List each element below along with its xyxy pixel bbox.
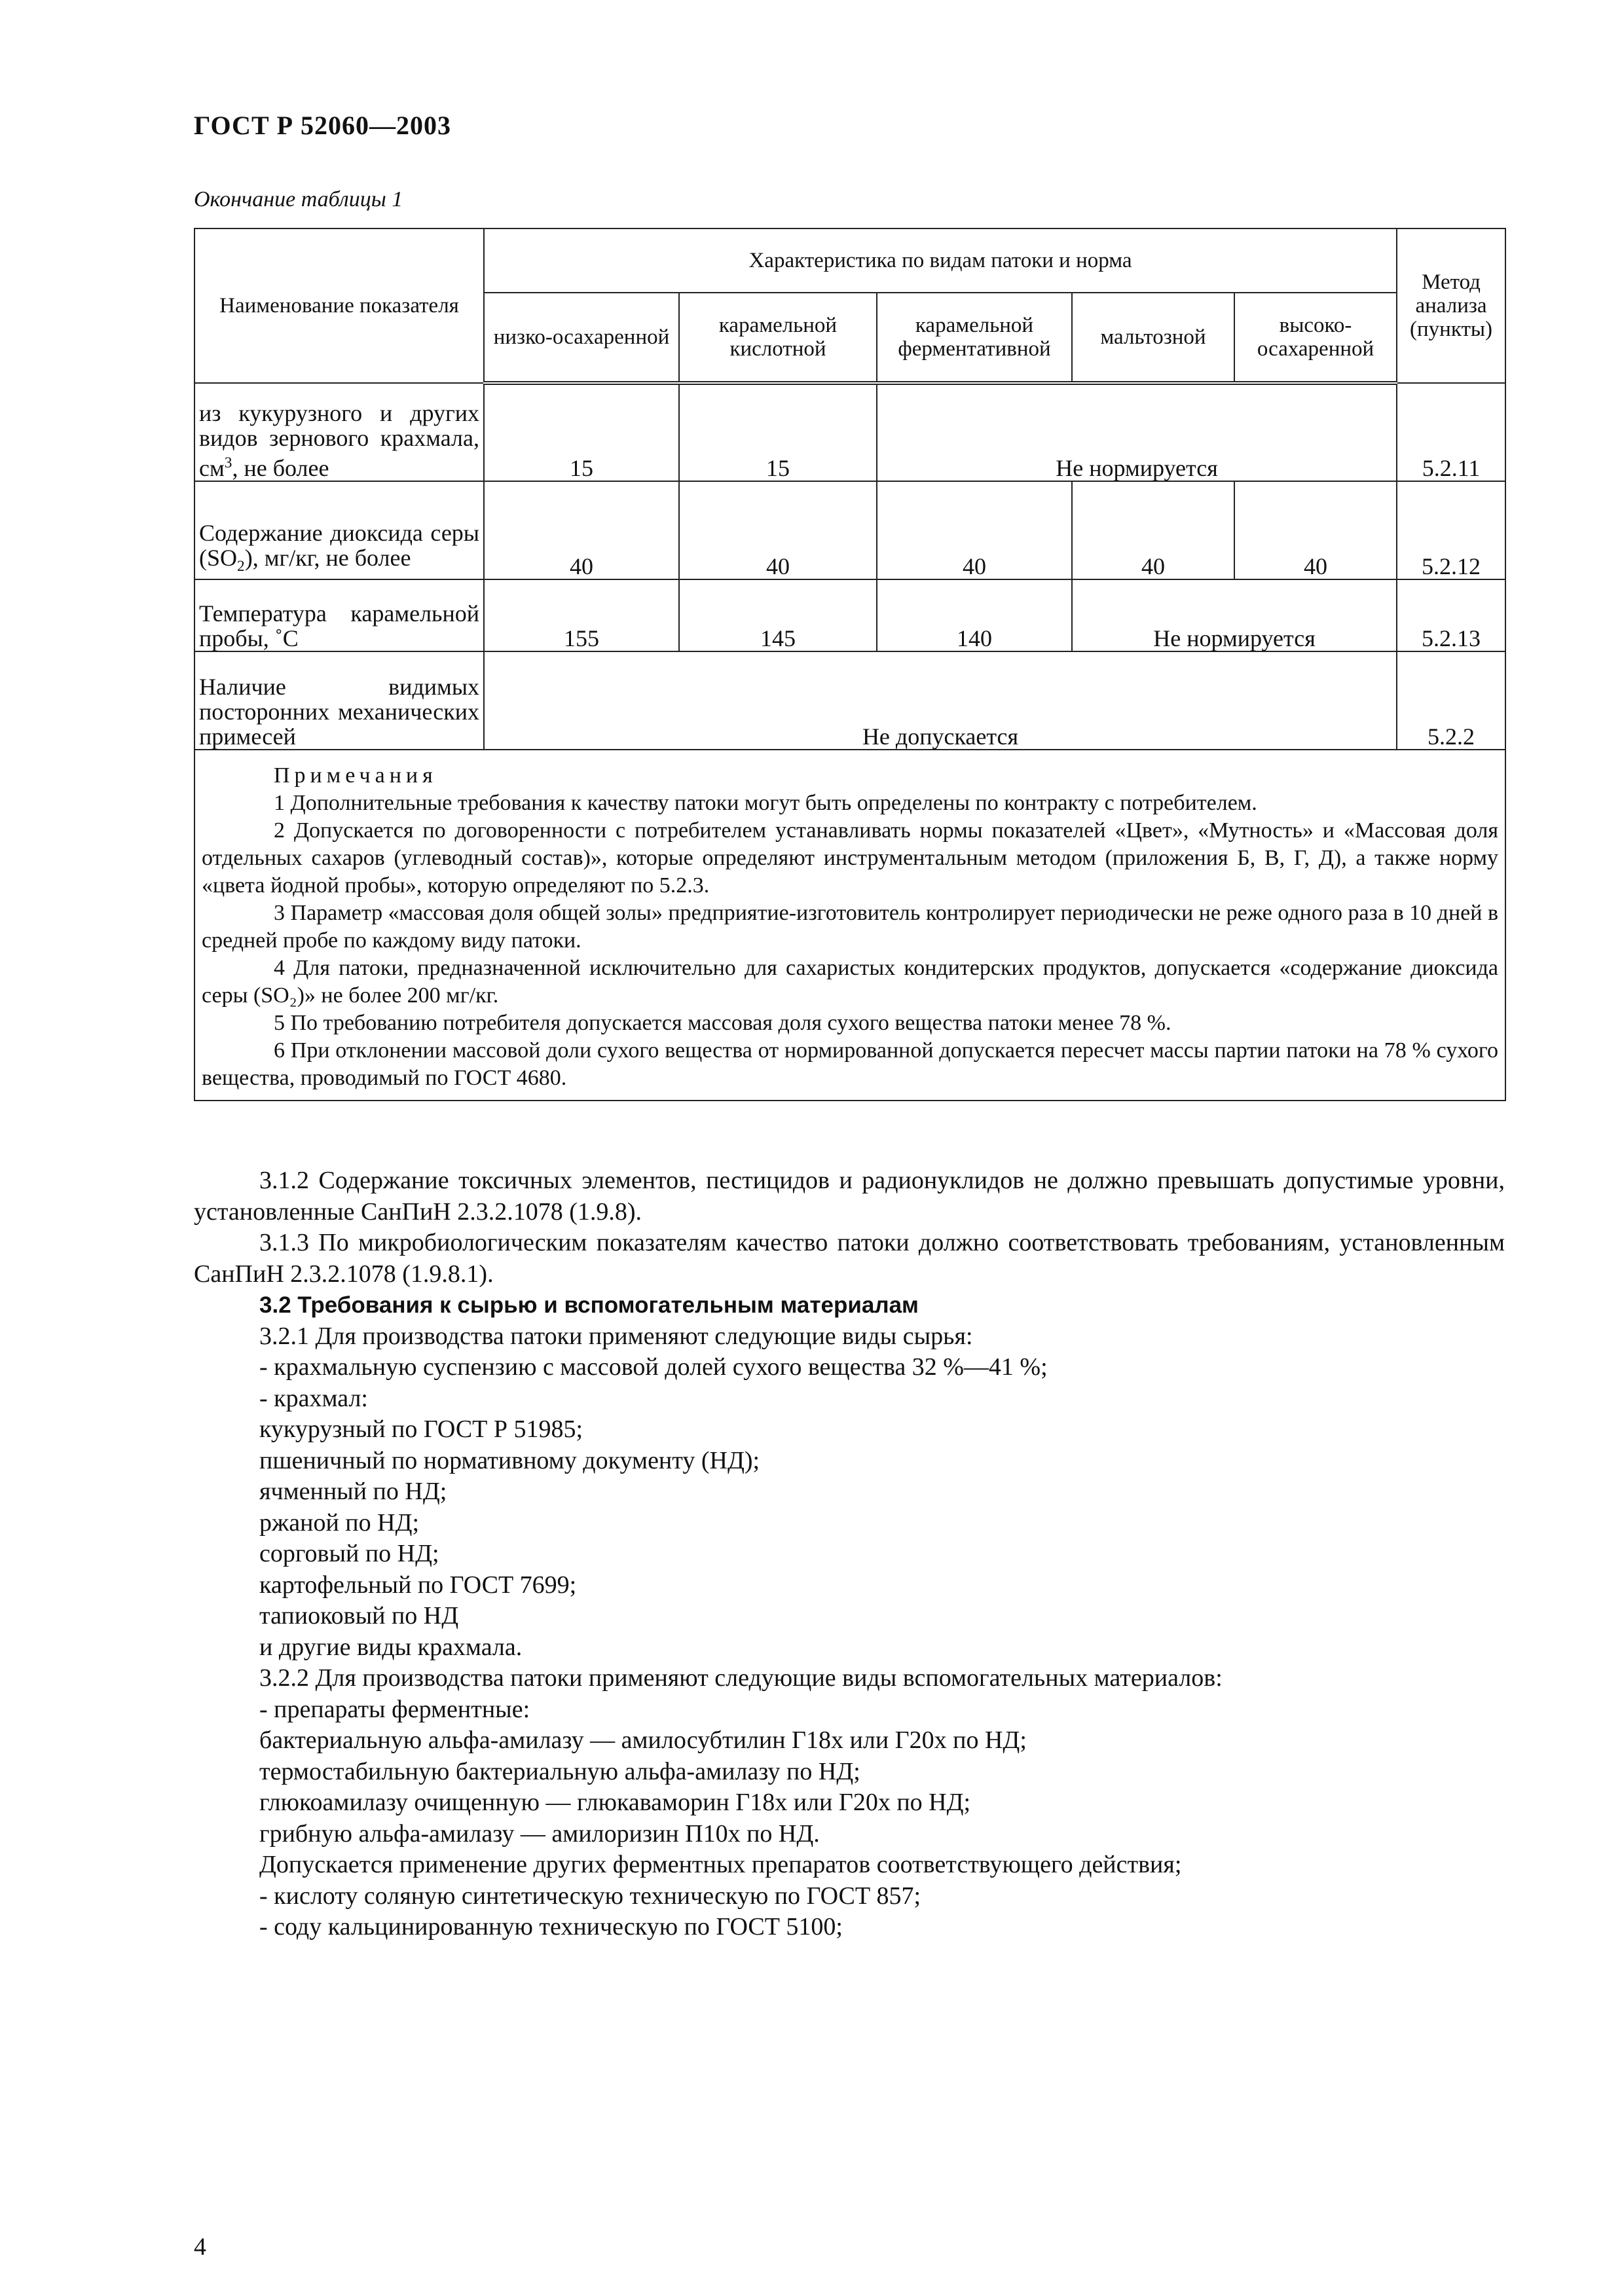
notes-title: Примечания	[274, 763, 437, 788]
note-item: 5 По требованию потребителя допускается массовая доля сухого вещества патоки менее 78 %.	[274, 1011, 1171, 1035]
list-item: - крахмальную суспензию с массовой долей сухого вещества 32 %—41 %;	[259, 1353, 1048, 1381]
row-name: Содержание диоксида серы $(SO_2)$, мг/кг, не более	[194, 481, 484, 579]
column-header-low-saccharified: низко-осахаренной	[484, 293, 679, 383]
notes-block	[194, 750, 1505, 1101]
cell-value: 40	[1234, 481, 1397, 579]
cell-value: 15	[484, 383, 679, 481]
requirements-list	[194, 1321, 1505, 1943]
note-item: 2 Допускается по договоренности с потребителем устанавливать нормы показателей «Цвет», «Мутность» и «Массовая доля отдельных сахаров (углеводный состав)», которые определяют инструментальным методом (приложения Б, В, Г, Д), а также норму «цвета йодной пробы», которую определяют по 5.2.3.	[202, 818, 1499, 898]
notes-row	[194, 750, 1505, 1101]
list-item: - кислоту соляную синтетическую техническую по ГОСТ 857;	[259, 1882, 921, 1910]
list-item: и другие виды крахмала.	[259, 1633, 523, 1661]
column-header-caramel-enzymatic: карамельной ферментативной	[877, 293, 1072, 383]
list-item: кукурузный по ГОСТ Р 51985;	[259, 1415, 583, 1443]
list-item: ржаной по НД;	[259, 1508, 420, 1537]
cell-value: 40	[679, 481, 877, 579]
cell-method: 5.2.11	[1397, 383, 1505, 481]
list-item: - крахмал:	[259, 1384, 368, 1412]
note-item: 3 Параметр «массовая доля общей золы» предприятие-изготовитель контролирует периодически не реже одного раза в 10 дней в средней пробе по каждому виду патоки.	[202, 901, 1499, 953]
row-name: из кукурузного и других видов зернового крахмала, $см^3$, не более	[194, 383, 484, 481]
list-item: - препараты ферментные:	[259, 1695, 530, 1723]
page-number: 4	[194, 2233, 206, 2261]
document-header: ГОСТ Р 52060—2003	[194, 111, 452, 140]
cell-merged: Не нормируется	[1072, 579, 1397, 651]
cell-value: 40	[484, 481, 679, 579]
cell-value: 140	[877, 579, 1072, 651]
column-header-maltose: мальтозной	[1072, 293, 1234, 383]
list-item: 3.2.1 Для производства патоки применяют следующие виды сырья:	[259, 1322, 973, 1350]
column-header-name: Наименование показателя	[194, 228, 484, 383]
column-header-high-saccharified: высоко-осахаренной	[1234, 293, 1397, 383]
note-item: 1 Дополнительные требования к качеству патоки могут быть определены по контракту с потребителем.	[274, 791, 1257, 815]
list-item: картофельный по ГОСТ 7699;	[259, 1571, 577, 1599]
paragraph-3-1-2: 3.1.2 Содержание токсичных элементов, пестицидов и радионуклидов не должно превышать допустимые уровни, установленные СанПиН 2.3.2.1078 (1.9.8).	[194, 1167, 1505, 1226]
list-item: термостабильную бактериальную альфа-амилазу по НД;	[259, 1757, 860, 1785]
list-item: ячменный по НД;	[259, 1478, 447, 1505]
note-item: 6 При отклонении массовой доли сухого вещества от нормированной допускается пересчет массы партии патоки на 78 % сухого вещества, проводимый по ГОСТ 4680.	[202, 1038, 1499, 1090]
table-row	[194, 651, 1505, 750]
cell-method: 5.2.13	[1397, 579, 1505, 651]
list-item: глюкоамилазу очищенную — глюкаваморин Г18х или Г20х по НД;	[259, 1789, 971, 1816]
list-item: 3.2.2 Для производства патоки применяют следующие виды вспомогательных материалов:	[259, 1664, 1223, 1692]
cell-merged: Не нормируется	[877, 383, 1397, 481]
list-item: - соду кальцинированную техническую по ГОСТ 5100;	[259, 1913, 843, 1941]
table-caption: Окончание таблицы 1	[194, 187, 403, 211]
cell-method: 5.2.2	[1397, 651, 1505, 750]
cell-value: 145	[679, 579, 877, 651]
note-item: 4 Для патоки, предназначенной исключительно для сахаристых кондитерских продуктов, допускается «содержание диоксида серы (SO₂)» не более 200 мг/кг.	[202, 956, 1499, 1008]
section-heading-3-2: 3.2 Требования к сырью и вспомогательным материалам	[259, 1292, 919, 1318]
list-item: Допускается применение других ферментных препаратов соответствующего действия;	[259, 1851, 1182, 1878]
column-group-header: Характеристика по видам патоки и норма	[484, 228, 1397, 293]
table-row	[194, 481, 1505, 579]
paragraph-3-1-3: 3.1.3 По микробиологическим показателям качество патоки должно соответствовать требованиям, установленным СанПиН 2.3.2.1078 (1.9.8.1).	[194, 1229, 1505, 1288]
list-item: тапиоковый по НД	[259, 1602, 459, 1630]
cell-merged: Не допускается	[484, 651, 1397, 750]
main-text	[194, 1165, 1505, 1943]
list-item: сорговый по НД;	[259, 1540, 439, 1567]
list-item: бактериальную альфа-амилазу — амилосубтилин Г18х или Г20х по НД;	[259, 1726, 1027, 1754]
cell-value: 40	[1072, 481, 1234, 579]
list-item: грибную альфа-амилазу — амилоризин П10х по НД.	[259, 1819, 820, 1848]
row-name: Наличие видимых посторонних механических примесей	[194, 651, 484, 750]
table-row	[194, 383, 1505, 481]
cell-method: 5.2.12	[1397, 481, 1505, 579]
row-name: Температура карамельной пробы, ˚С	[194, 579, 484, 651]
column-header-caramel-acid: карамельной кислотной	[679, 293, 877, 383]
cell-value: 155	[484, 579, 679, 651]
table-row	[194, 579, 1505, 651]
list-item: пшеничный по нормативному документу (НД);	[259, 1446, 760, 1474]
cell-value: 15	[679, 383, 877, 481]
table-1-continuation	[194, 228, 1506, 1101]
cell-value: 40	[877, 481, 1072, 579]
column-header-method: Метод анализа (пункты)	[1397, 228, 1505, 383]
